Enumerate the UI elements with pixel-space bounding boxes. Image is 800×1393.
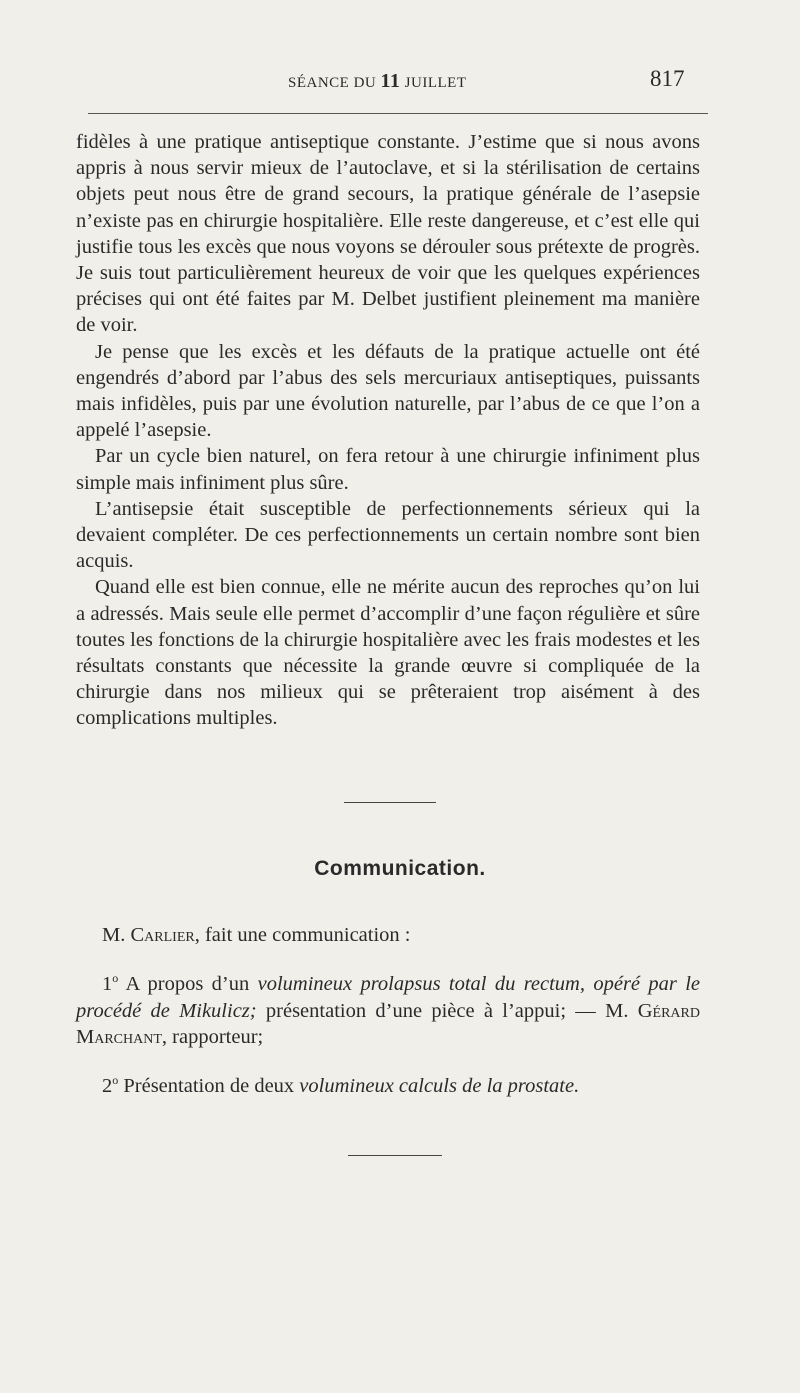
running-head-day: 11 [380,70,401,92]
page-header [0,66,800,96]
section-divider [344,802,436,803]
item1-number: 1 [102,973,113,995]
header-divider [88,113,708,114]
item1-title: volumineux prolapsus total du rectum, opéré par le procédé de Mikulicz; [76,973,700,1022]
reporter-name: Gérard Marchant [76,999,700,1048]
section-heading: Communication. [314,857,486,880]
item2-ordinal: o [112,1073,119,1088]
communication-item-1 [76,971,700,1051]
running-head-prefix: SÉANCE DU [288,75,381,91]
paragraph-5: Quand elle est bien connue, elle ne mérite aucun des reproches qu’on lui a adressés. Mais seule elle permet d’accomplir d’une façon régulière et sûre toutes les fonctions de la chirurgie hospitalière avec les frais modestes et les résultats constants que nécessite la grande œuvre si compliquée de la chirurgie dans nos milieux qui se prêteraient trop aisément à des complications multiples. [76,576,700,730]
item2-title: volumineux calculs de la prostate. [299,1075,580,1097]
end-divider [348,1155,442,1156]
item1-tail: , rapporteur; [161,1026,264,1048]
item2-number: 2 [102,1075,113,1097]
communication-item-2 [76,1073,700,1100]
author-name: Carlier [130,924,195,946]
intro-prefix: M. [102,924,131,946]
intro-rest: , fait une communication : [194,924,411,946]
communication-intro [76,922,700,949]
paragraph-2: Je pense que les excès et les défauts de la pratique actuelle ont été engendrés d’abord par l’abus des sels mercuriaux antiseptiques, puissants mais infidèles, puis par une évolution naturelle, par l’abus de ce que l’on a appelé l’asepsie. [76,340,700,442]
running-head-suffix: JUILLET [400,75,467,91]
running-head [288,70,467,93]
item1-ordinal: o [112,971,119,986]
item1-rest: présentation d’une pièce à l’appui; — M. [256,999,638,1022]
paragraph-4: L’antisepsie était susceptible de perfectionnements sérieux qui la devaient compléter. De ces perfectionnements un certain nombre sont bien acquis. [76,497,700,573]
body-text [76,129,700,732]
page-number: 817 [650,66,685,91]
paragraph-1: fidèles à une pratique antiseptique constante. J’estime que si nous avons appris à nous servir mieux de l’autoclave, et si la stérilisation de certains objets peut nous être de grand secours, la pratique générale de l’asepsie n’existe pas en chirurgie hospitalière. Elle reste dangereuse, et c’est elle qui justifie tous les excès que nous voyons se dérouler sous prétexte de progrès. Je suis tout particulièrement heureux de voir que les quelques expériences précises qui ont été faites par M. Delbet justifient pleinement ma manière de voir. [76,131,700,337]
item1-lead: A propos d’un [118,973,258,995]
paragraph-3: Par un cycle bien naturel, on fera retour à une chirurgie infiniment plus simple mais infiniment plus sûre. [76,445,700,494]
item2-lead: Présentation de deux [118,1075,300,1097]
